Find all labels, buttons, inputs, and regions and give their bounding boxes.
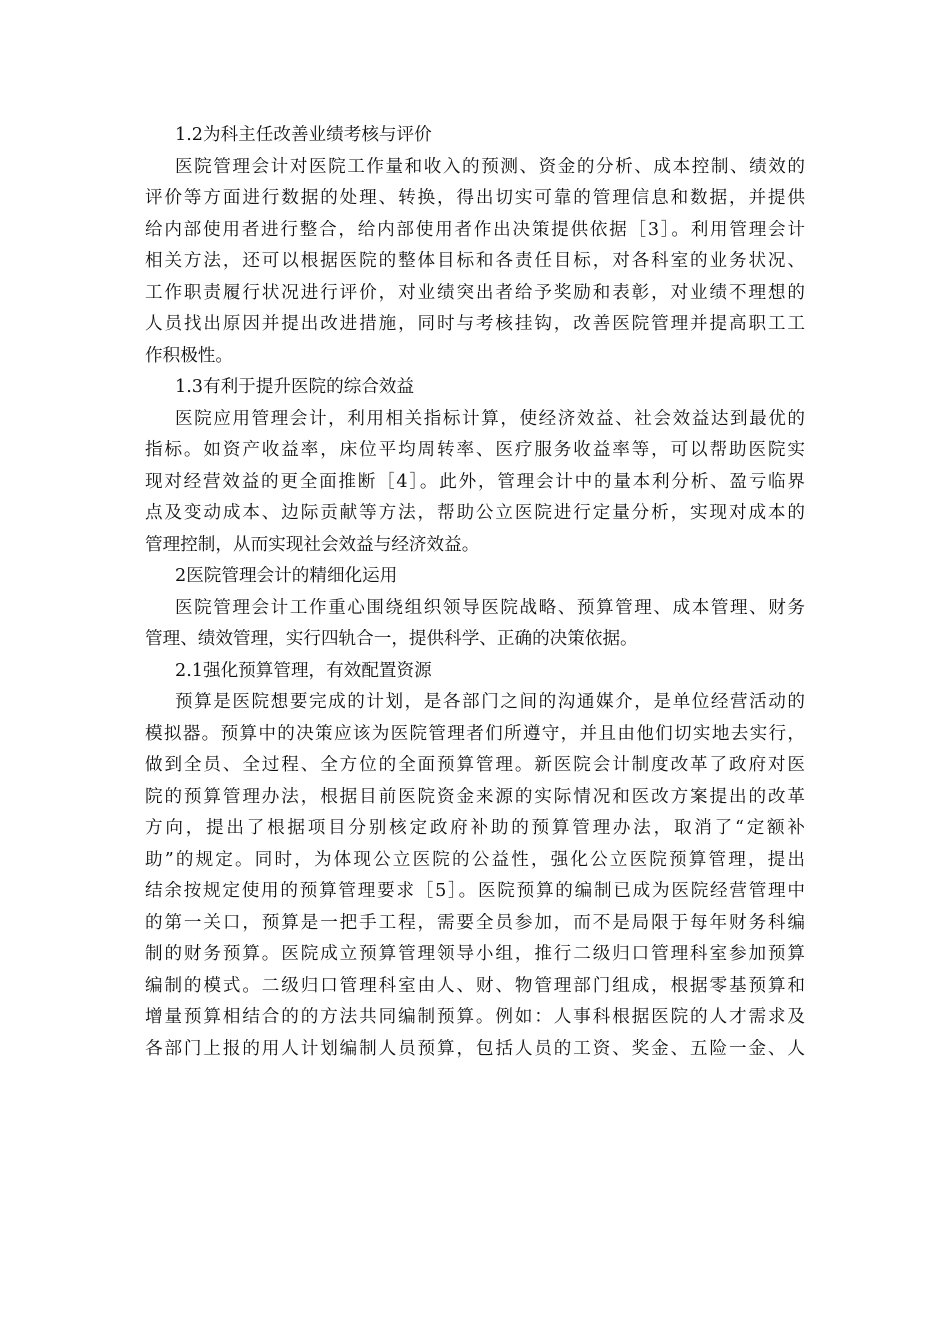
- paragraph-line: 模拟器。预算中的决策应该为医院管理者们所遵守，并且由他们切实地去实行，: [145, 723, 805, 744]
- paragraph-line: 管理、绩效管理，实行四轨合一，提供科学、正确的决策依据。: [145, 629, 638, 649]
- paragraph-line: 作积极性。: [145, 345, 233, 366]
- paragraph-line: 现对经营效益的更全面推断［4］。此外，管理会计中的量本利分析、盈亏临界: [145, 471, 805, 492]
- paragraph-line: 编制的模式。二级归口管理科室由人、财、物管理部门组成，根据零基预算和: [145, 975, 805, 996]
- section-heading: 2.1强化预算管理，有效配置资源: [175, 660, 432, 681]
- paragraph-line: 院的预算管理办法，根据目前医院资金来源的实际情况和医改方案提出的改革: [145, 786, 805, 807]
- paragraph-line: 方向，提出了根据项目分别核定政府补助的预算管理办法，取消了“定额补: [145, 818, 805, 838]
- paragraph-line: 预算是医院想要完成的计划，是各部门之间的沟通媒介，是单位经营活动的: [175, 692, 805, 712]
- paragraph-line: 结余按规定使用的预算管理要求［5］。医院预算的编制已成为医院经营管理中: [145, 881, 805, 901]
- paragraph-line: 评价等方面进行数据的处理、转换，得出切实可靠的管理信息和数据，并提供: [145, 188, 805, 208]
- paragraph-line: 工作职责履行状况进行评价，对业绩突出者给予奖励和表彰，对业绩不理想的: [145, 282, 805, 303]
- paragraph-line: 各部门上报的用人计划编制人员预算，包括人员的工资、奖金、五险一金、人: [145, 1038, 805, 1059]
- paragraph-line: 制的财务预算。医院成立预算管理领导小组，推行二级归口管理科室参加预算: [145, 944, 805, 964]
- paragraph-line: 医院管理会计工作重心围绕组织领导医院战略、预算管理、成本管理、财务: [175, 597, 805, 618]
- paragraph-line: 管理控制，从而实现社会效益与经济效益。: [145, 534, 480, 555]
- paragraph-line: 的第一关口，预算是一把手工程，需要全员参加，而不是局限于每年财务科编: [145, 912, 805, 933]
- paragraph-line: 医院管理会计对医院工作量和收入的预测、资金的分析、成本控制、绩效的: [175, 156, 805, 177]
- paragraph-line: 给内部使用者进行整合，给内部使用者作出决策提供依据［3］。利用管理会计: [145, 219, 805, 240]
- document-body: [145, 120, 805, 1065]
- paragraph-line: 人员找出原因并提出改进措施，同时与考核挂钩，改善医院管理并提高职工工: [145, 314, 805, 334]
- section-heading: 1.3有利于提升医院的综合效益: [175, 377, 415, 397]
- paragraph-line: 医院应用管理会计，利用相关指标计算，使经济效益、社会效益达到最优的: [175, 408, 805, 429]
- paragraph-line: 助”的规定。同时，为体现公立医院的公益性，强化公立医院预算管理，提出: [145, 849, 805, 870]
- paragraph-line: 增量预算相结合的的方法共同编制预算。例如：人事科根据医院的人才需求及: [145, 1007, 805, 1027]
- paragraph-line: 指标。如资产收益率，床位平均周转率、医疗服务收益率等，可以帮助医院实: [145, 440, 805, 460]
- paragraph-line: 相关方法，还可以根据医院的整体目标和各责任目标，对各科室的业务状况、: [145, 251, 805, 271]
- paragraph-line: 点及变动成本、边际贡献等方法，帮助公立医院进行定量分析，实现对成本的: [145, 503, 805, 523]
- section-heading: 1.2为科主任改善业绩考核与评价: [175, 125, 432, 145]
- section-heading: 2医院管理会计的精细化运用: [175, 566, 398, 586]
- paragraph-line: 做到全员、全过程、全方位的全面预算管理。新医院会计制度改革了政府对医: [145, 755, 805, 775]
